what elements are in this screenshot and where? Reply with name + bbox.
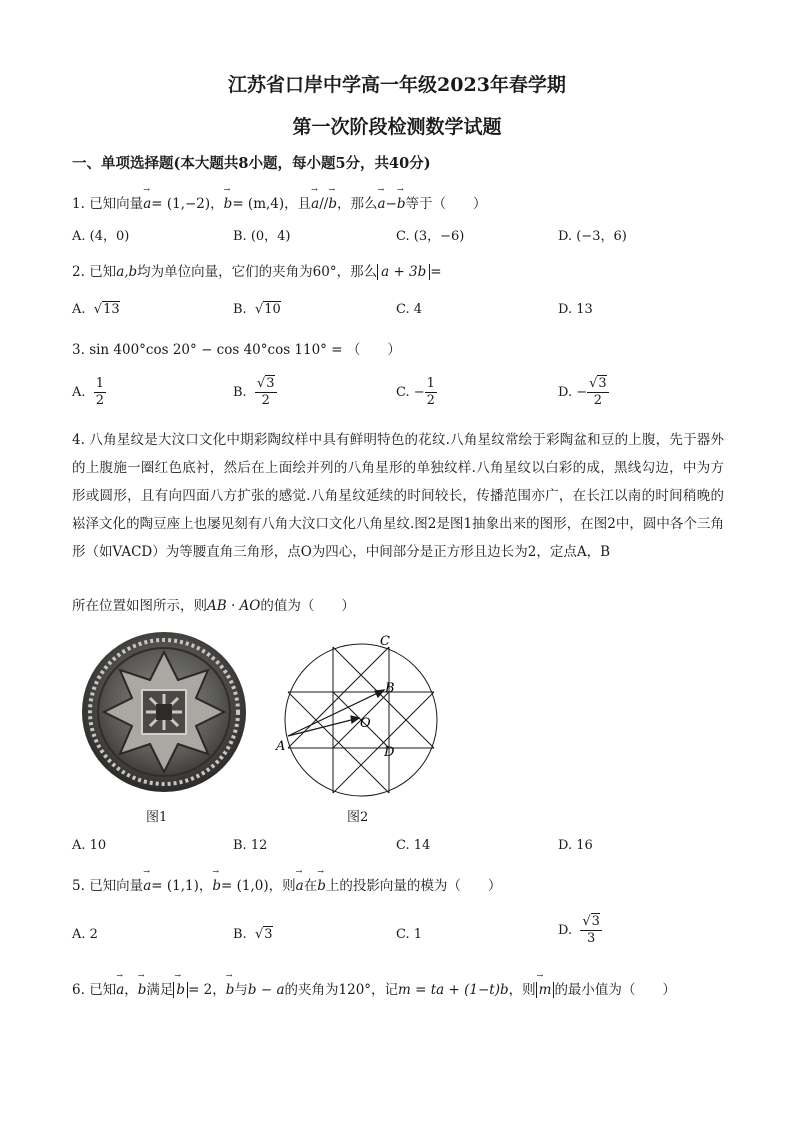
question-4-ask: 所在位置如图所示，则AB · AO的值为（ ） (72, 598, 355, 614)
question-4: 4. 八角星纹是大汶口文化中期彩陶纹样中具有鲜明特色的花纹.八角星纹常绘于彩陶盆和豆的上腹，先于器外的上腹施一圈红色底衬，然后在上面绘并列的八角星形的单独纹样.八角星纹以白彩的成，黑线勾边，中为方形或圆形，且有向四面八方扩张的感觉.八角星纹延续的时间较长，传播范围亦广，在长江以南的时间稍晚的崧泽文化的陶豆座上也屡见刻有八角大汶口文化八角星纹.图2是图1抽象出来的图形，在图2中，圆中各个三角形（如VACD）为等腰直角三角形，点O为四心，中间部分是正方形且边长为2，定点A，B (72, 432, 724, 560)
question-5: 5. 已知向量→ a= (1,1)，→ b= (1,0)，则→ a在→ b上的投影向量的模为（ ） (72, 874, 501, 894)
figure-2-caption: 图2 (347, 810, 369, 825)
abs-expression: a + 3b (377, 264, 430, 280)
question-3: 3. sin 400°cos 20° − cos 40°cos 110° = （ ） (72, 342, 401, 358)
q1-option-c: C. (3，−6) (396, 229, 465, 244)
q2-option-b: B. √10 (233, 302, 281, 317)
q5-option-a: A. 2 (72, 927, 98, 942)
q4-option-d: D. 16 (558, 838, 593, 853)
q5-option-c: C. 1 (396, 927, 423, 942)
q2-option-a: A. √13 (72, 302, 120, 317)
q3-option-d: D. − $\frac{√3}{2}$ (558, 376, 607, 408)
q2-option-d: D. 13 (558, 302, 593, 317)
figure-1-caption: 图1 (146, 810, 168, 825)
figure-1-coin (80, 630, 250, 798)
q1-option-a: A. (4，0) (72, 229, 130, 244)
question-6: 6. 已知→ a，→ b满足→ b = 2，→ b与b − a的夹角为120°，记m = ta + (1−t)b，则→ m 的最小值为（ ） (72, 978, 676, 998)
question-2: 2. 已知a,b均为单位向量，它们的夹角为60°，那么 a + 3b = (72, 264, 442, 280)
title-line-2: 第一次阶段检测数学试题 (292, 116, 502, 138)
vector-a: → a (143, 196, 151, 212)
q1-option-b: B. (0，4) (233, 229, 291, 244)
title-line-1: 江苏省口岸中学高一年级2023年春学期 (228, 74, 566, 96)
vector-b: → b (224, 196, 233, 212)
q1-option-d: D. (−3，6) (558, 229, 627, 244)
q5-option-b: B. √3 (233, 927, 273, 942)
q4-option-a: A. 10 (72, 838, 107, 853)
label-O: O (360, 716, 371, 731)
section-heading: 一、单项选择题(本大题共8小题，每小题5分，共40分) (72, 155, 431, 172)
q3-option-b: B. $\frac{√3}{2}$ (233, 376, 275, 408)
label-A: A (276, 739, 286, 754)
q4-option-c: C. 14 (396, 838, 431, 853)
label-D: D (384, 745, 395, 760)
q3-option-c: C. − $\frac{1}{2}$ (396, 376, 435, 408)
q3-option-a: A. $\frac{1}{2}$ (72, 376, 105, 408)
label-C: C (380, 634, 390, 649)
q2-option-c: C. 4 (396, 302, 423, 317)
q4-option-b: B. 12 (233, 838, 268, 853)
question-1: 1. 已知向量→ a= (1,−2)，→ b= (m,4)，且→ a//→ b，那么→ a−→ b等于（ ） (72, 192, 487, 212)
label-B: B (385, 681, 395, 696)
figure-2-diagram (272, 630, 442, 800)
q5-option-d: D. $\frac{√3}{3}$ (558, 914, 600, 946)
